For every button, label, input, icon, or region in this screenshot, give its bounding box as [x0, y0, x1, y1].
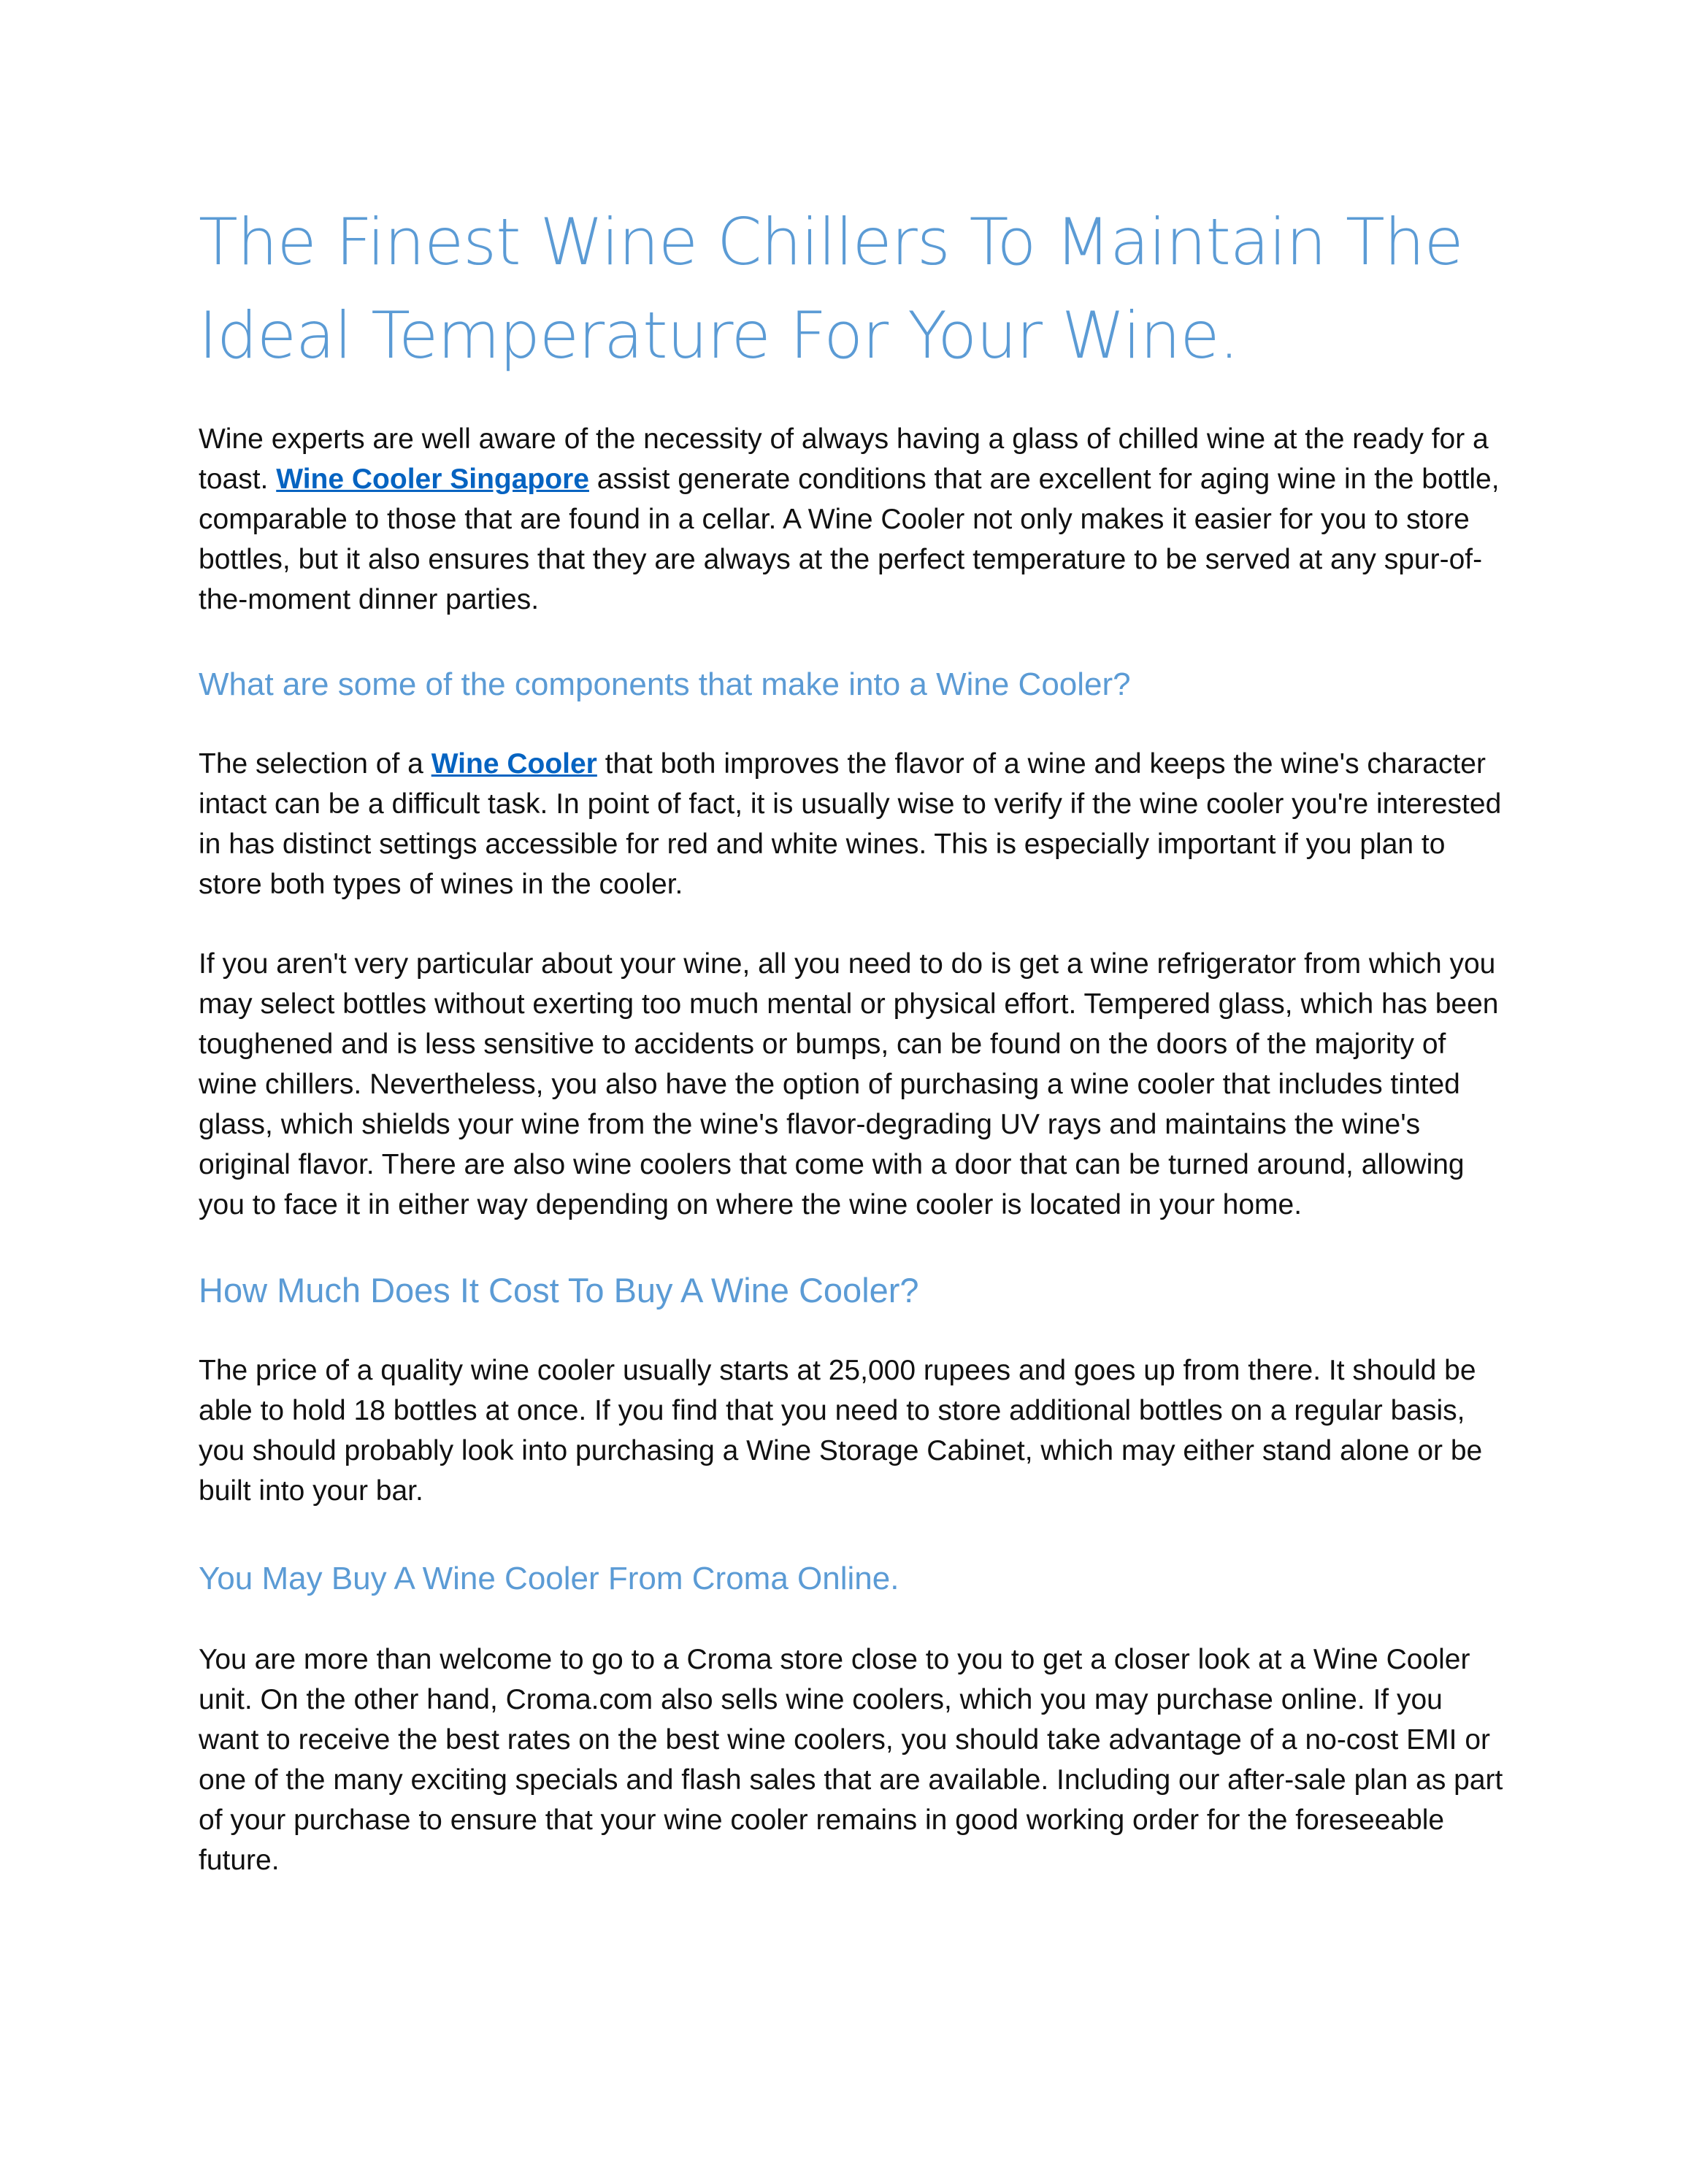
- heading-croma: You May Buy A Wine Cooler From Croma Online.: [199, 1561, 899, 1596]
- refrigerator-paragraph: If you aren't very particular about your wine, all you need to do is get a wine refrigerator from which you may select bottles without exerting too much mental or physical effort. Tempered glass, which has been toughened and is less sensitive to accidents or bumps, can be found on the doors of the majority of wine chillers. Nevertheless, you also have the option of purchasing a wine cooler that includes tinted glass, which shields your wine from the wine's flavor-degrading UV rays and maintains the wine's original flavor. There are also wine coolers that come with a door that can be turned around, allowing you to face it in either way depending on where the wine cooler is located in your home.: [199, 948, 1499, 1220]
- selection-text-before: The selection of a: [199, 748, 431, 780]
- document-body: [199, 196, 1505, 1880]
- selection-paragraph: [199, 744, 1505, 904]
- wine-cooler-link[interactable]: Wine Cooler: [431, 748, 597, 780]
- croma-paragraph: You are more than welcome to go to a Croma store close to you to get a closer look at a Wine Cooler unit. On the other hand, Croma.com also sells wine coolers, which you may purchase online. If you want to receive the best rates on the best wine coolers, you should take advantage of a no-cost EMI or one of the many exciting specials and flash sales that are available. Including our after-sale plan as part of your purchase to ensure that your wine cooler remains in good working order for the foreseeable future.: [199, 1644, 1503, 1876]
- selection-text-after: that both improves the flavor of a wine and keeps the wine's character intact can be a difficult task. In point of fact, it is usually wise to verify if the wine cooler you're interested in has distinct settings accessible for red and white wines. This is especially important if you plan to store both types of wines in the cooler.: [199, 748, 1502, 900]
- heading-components: What are some of the components that make into a Wine Cooler?: [199, 666, 1131, 702]
- intro-text-before: Wine experts are well aware of the necessity of always having a glass of chilled wine at the ready for a toast.: [199, 423, 1489, 495]
- document-title: [199, 196, 1505, 382]
- intro-paragraph: [199, 419, 1505, 620]
- wine-cooler-singapore-link[interactable]: Wine Cooler Singapore: [276, 464, 589, 495]
- price-paragraph: The price of a quality wine cooler usually starts at 25,000 rupees and goes up from there. It should be able to hold 18 bottles at once. If you find that you need to store additional bottles on a regular basis, you should probably look into purchasing a Wine Storage Cabinet, which may either stand alone or be built into your bar.: [199, 1355, 1483, 1507]
- heading-cost: How Much Does It Cost To Buy A Wine Cooler?: [199, 1271, 919, 1310]
- title-line-1: The Finest Wine Chillers To Maintain The: [199, 204, 1463, 280]
- intro-text-after: assist generate conditions that are excellent for aging wine in the bottle, comparable to those that are found in a cellar. A Wine Cooler not only makes it easier for you to store bottles, but it also ensures that they are always at the perfect temperature to be served at any spur-of-the-moment dinner parties.: [199, 464, 1500, 615]
- title-line-2: Ideal Temperature For Your Wine.: [199, 298, 1239, 373]
